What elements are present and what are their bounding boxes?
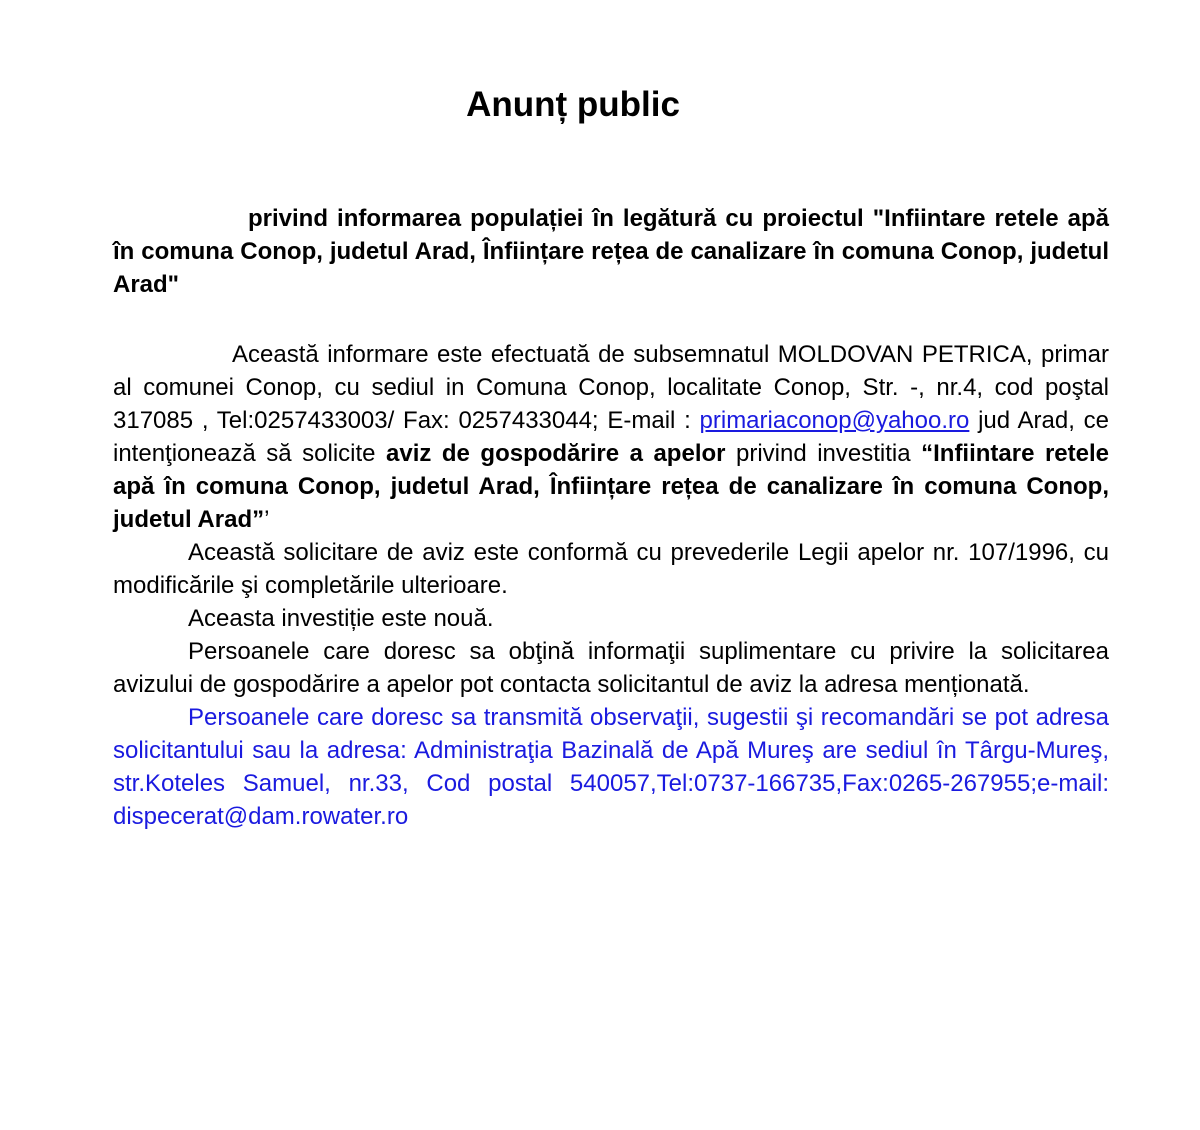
aviz-bold-text: aviz de gospodărire a apelor [386, 440, 726, 467]
paragraph-new-investment: Aceasta investiție este nouă. [188, 605, 494, 632]
applicant-text: Această informare este efectuată de subsemnatul MOLDOVAN PETRICA, primar al comunei Conop, cu sediul in Comuna Conop, localitate Conop, Str. -, nr.4, cod poştal 317085 , Tel:0257433003/ Fax: 0257433044; E-mail : [113, 341, 1109, 434]
page-title: Anunț public [466, 85, 680, 124]
project-bold-text: “Infiintare retele apă în comuna Conop, judetul Arad, Înființare rețea de canalizare în comuna Conop, judetul Arad” [113, 440, 1110, 533]
paragraph-applicant [113, 338, 1109, 536]
announcement-body [113, 338, 1109, 833]
applicant-text-after-email: jud Arad, ce intenţionează să solicite [113, 407, 1110, 467]
announcement-subject [113, 202, 1109, 301]
investitia-text: privind investitia [725, 440, 922, 467]
email-link[interactable]: primariaconop@yahoo.ro [699, 407, 970, 434]
trailing-mark: ’ [264, 506, 270, 533]
paragraph-observations: Persoanele care doresc sa transmită observaţii, sugestii şi recomandări se pot adresa solicitantului sau la adresa: Administraţia Bazinală de Apă Mureş are sediul în Târgu-Mureş, str.Koteles Samuel, nr.33, Cod postal 540057,Tel:0737-166735,Fax:0265-267955;e-mail: dispecerat@dam.rowater.ro [113, 704, 1109, 830]
subject-text: privind informarea populației în legătură cu proiectul "Infiintare retele apă în comuna Conop, judetul Arad, Înființare rețea de canalizare în comuna Conop, judetul Arad" [113, 205, 1109, 298]
paragraph-conformity: Această solicitare de aviz este conformă cu prevederile Legii apelor nr. 107/1996, cu modificările şi completările ulterioare. [113, 539, 1109, 599]
paragraph-additional-info: Persoanele care doresc sa obţină informaţii suplimentare cu privire la solicitarea avizului de gospodărire a apelor pot contacta solicitantul de aviz la adresa menționată. [113, 638, 1109, 698]
